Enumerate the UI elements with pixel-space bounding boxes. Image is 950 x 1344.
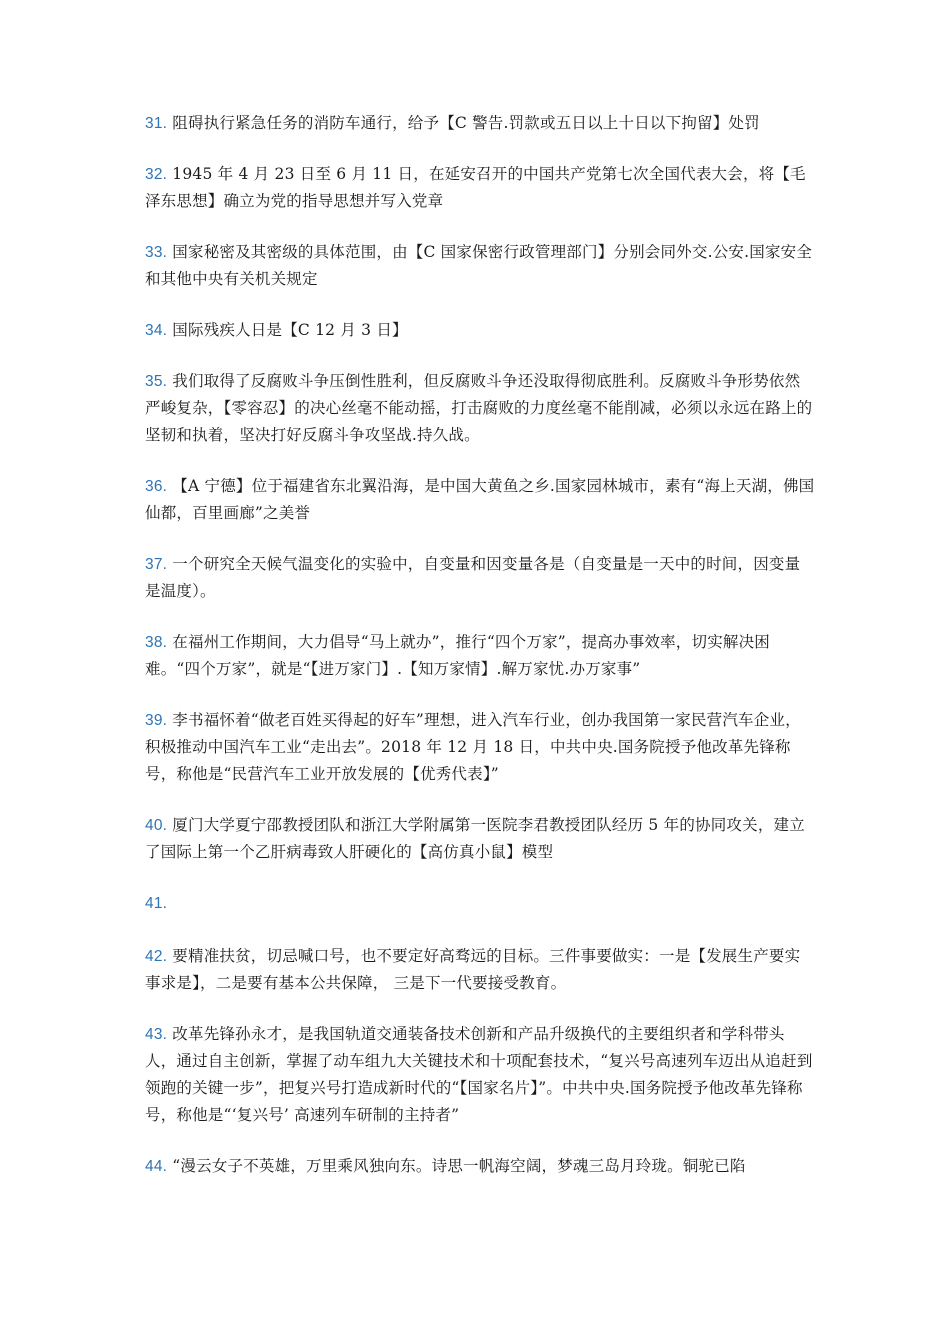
- list-item: [145, 1153, 815, 1180]
- list-item: [145, 473, 815, 527]
- list-item: [145, 239, 815, 293]
- list-item: [145, 368, 815, 449]
- item-text: 李书福怀着“做老百姓买得起的好车”理想，进入汽车行业，创办我国第一家民营汽车企业，积极推动中国汽车工业“走出去”。2018 年 12 月 18 日，中共中央.国务院授予他改革先锋称号，称他是“民营汽车工业开放发展的【优秀代表】”: [145, 711, 801, 783]
- item-number: 38.: [145, 634, 168, 651]
- item-number: 44.: [145, 1158, 168, 1175]
- item-text: 一个研究全天候气温变化的实验中，自变量和因变量各是（自变量是一天中的时间，因变量是温度）。: [145, 555, 801, 600]
- item-text: 厦门大学夏宁邵教授团队和浙江大学附属第一医院李君教授团队经历 5 年的协同攻关，建立了国际上第一个乙肝病毒致人肝硬化的【高仿真小鼠】模型: [145, 816, 805, 861]
- list-item: [145, 812, 815, 866]
- item-text: “漫云女子不英雄，万里乘风独向东。诗思一帆海空阔，梦魂三岛月玲珑。铜驼已陷: [172, 1157, 746, 1175]
- item-text: 国际残疾人日是【C 12 月 3 日】: [172, 321, 408, 339]
- item-number: 33.: [145, 244, 168, 261]
- item-number: 41.: [145, 895, 168, 912]
- list-item: [145, 1021, 815, 1129]
- item-number: 35.: [145, 373, 168, 390]
- item-text: 要精准扶贫，切忌喊口号，也不要定好高骛远的目标。三件事要做实：一是【发展生产要实事求是】，二是要有基本公共保障， 三是下一代要接受教育。: [145, 947, 801, 992]
- list-item: [145, 551, 815, 605]
- item-text: 阻碍执行紧急任务的消防车通行，给予【C 警告.罚款或五日以上十日以下拘留】处罚: [172, 114, 760, 132]
- item-text: 【A 宁德】位于福建省东北翼沿海，是中国大黄鱼之乡.国家园林城市，素有“海上天湖，佛国仙都，百里画廊”之美誉: [145, 477, 815, 522]
- list-item: [145, 110, 815, 137]
- item-text: 国家秘密及其密级的具体范围，由【C 国家保密行政管理部门】分别会同外交.公安.国家安全和其他中央有关机关规定: [145, 243, 813, 288]
- item-text: 1945 年 4 月 23 日至 6 月 11 日，在延安召开的中国共产党第七次全国代表大会，将【毛泽东思想】确立为党的指导思想并写入党章: [145, 165, 806, 210]
- item-number: 34.: [145, 322, 168, 339]
- item-number: 42.: [145, 948, 168, 965]
- item-number: 36.: [145, 478, 168, 495]
- list-item: [145, 707, 815, 788]
- item-number: 39.: [145, 712, 168, 729]
- list-item: [145, 629, 815, 683]
- list-item: [145, 317, 815, 344]
- item-number: 43.: [145, 1026, 168, 1043]
- item-text: 在福州工作期间，大力倡导“马上就办”，推行“四个万家”，提高办事效率，切实解决困难。“四个万家”，就是“【进万家门】.【知万家情】.解万家忧.办万家事”: [145, 633, 770, 678]
- list-item: [145, 161, 815, 215]
- item-text: 我们取得了反腐败斗争压倒性胜利，但反腐败斗争还没取得彻底胜利。反腐败斗争形势依然严峻复杂，【零容忍】的决心丝毫不能动摇，打击腐败的力度丝毫不能削减，必须以永远在路上的坚韧和执着，坚决打好反腐斗争攻坚战.持久战。: [145, 372, 813, 444]
- item-number: 37.: [145, 556, 168, 573]
- item-text: 改革先锋孙永才，是我国轨道交通装备技术创新和产品升级换代的主要组织者和学科带头人，通过自主创新，掌握了动车组九大关键技术和十项配套技术，“复兴号高速列车迈出从追赶到领跑的关键一步”，把复兴号打造成新时代的“【国家名片】”。中共中央.国务院授予他改革先锋称号，称他是“‘复兴号’ 高速列车研制的主持者”: [145, 1025, 813, 1124]
- list-item: [145, 943, 815, 997]
- item-number: 31.: [145, 115, 168, 132]
- document-page: [145, 110, 815, 1204]
- list-item: [145, 890, 815, 917]
- item-number: 32.: [145, 166, 168, 183]
- item-number: 40.: [145, 817, 168, 834]
